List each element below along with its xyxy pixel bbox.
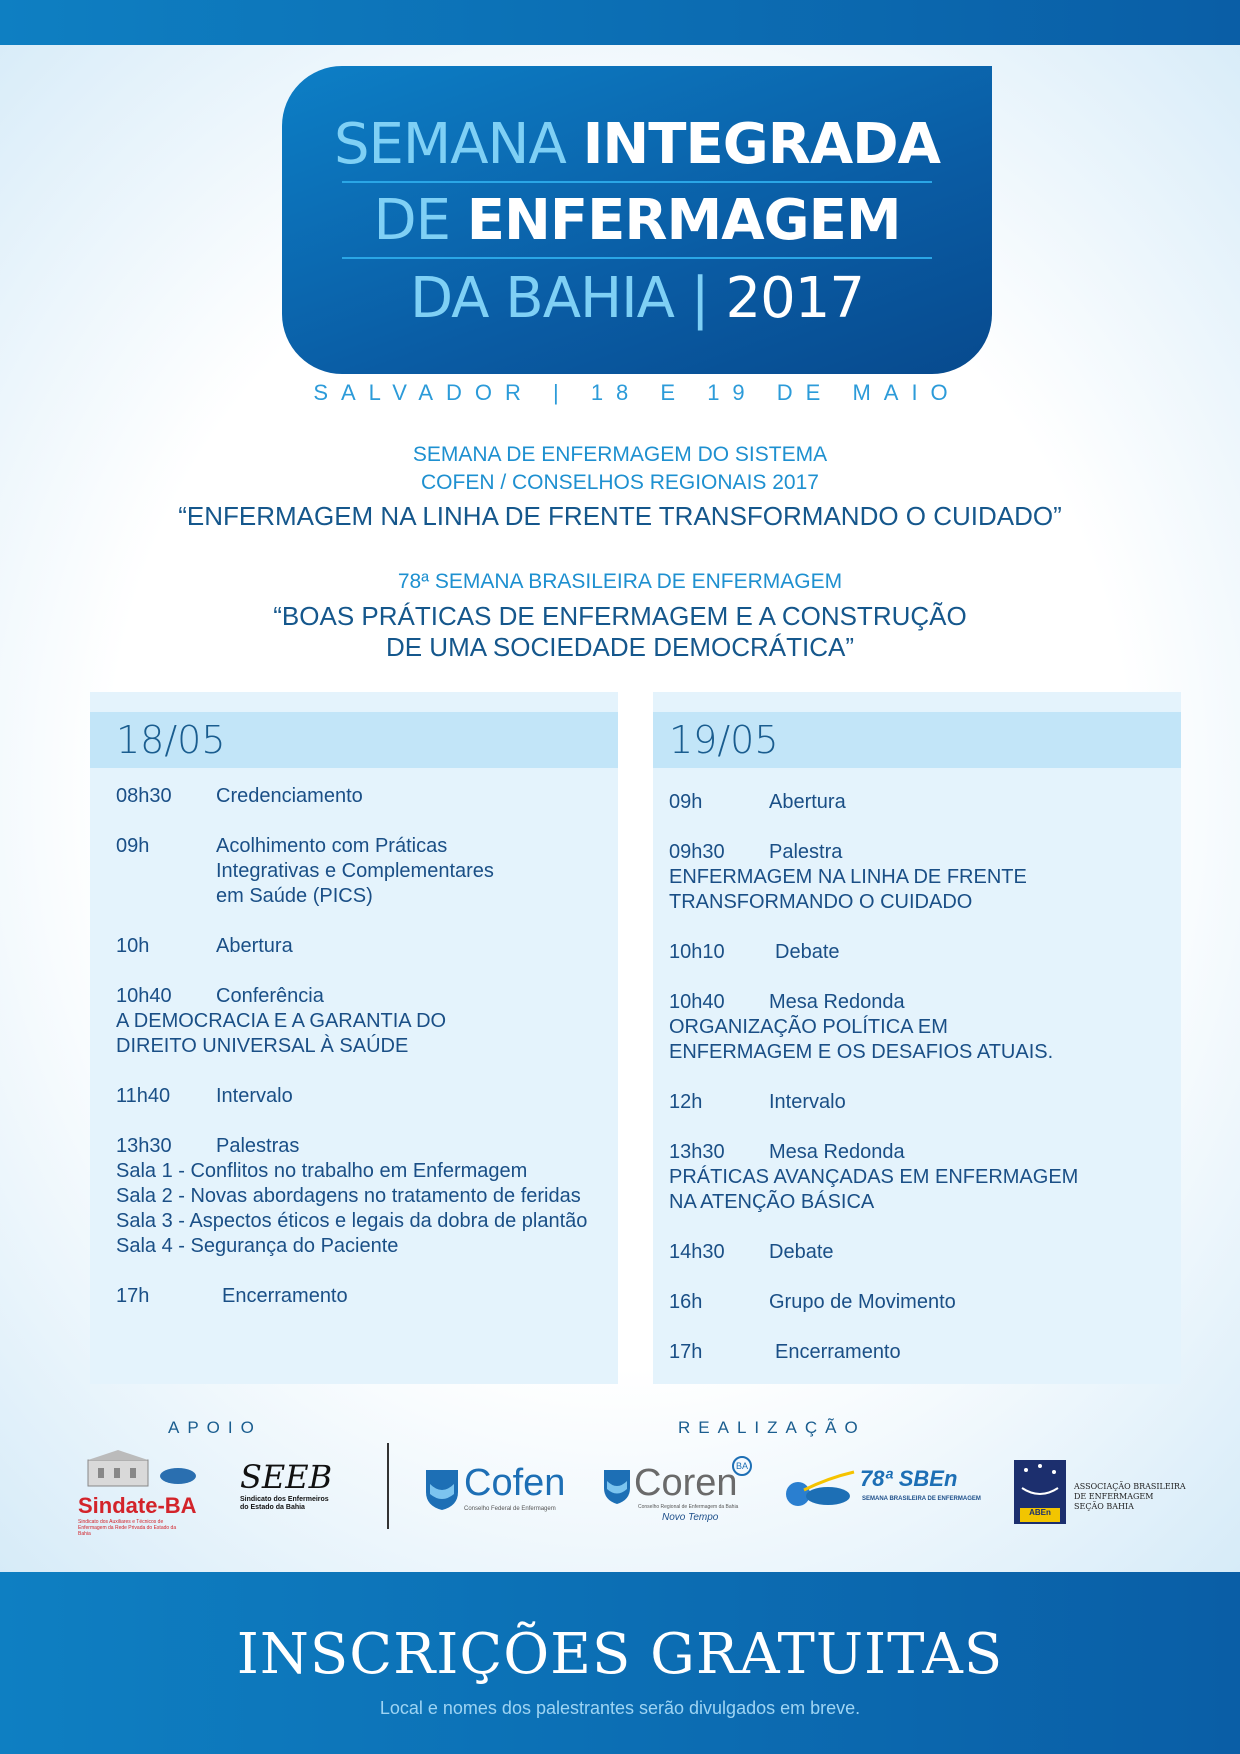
title-line-1: SEMANA INTEGRADA	[334, 112, 940, 177]
schedule-entry: 16h Grupo de Movimento	[669, 1291, 956, 1313]
schedule-entry: 10h10 Debate	[669, 941, 840, 963]
sben-logo: 78ª SBEn SEMANA BRASILEIRA DE ENFERMAGEM	[784, 1462, 969, 1514]
schedule-entry: 08h30 Credenciamento	[116, 785, 363, 807]
schedule-day-2	[653, 692, 1181, 1384]
aben-logo: ABEn ASSOCIAÇÃO BRASILEIRA DE ENFERMAGEM SEÇÃO BAHIA	[1014, 1460, 1184, 1526]
star-lamp-icon	[1014, 1460, 1066, 1506]
cofen-motto: “ENFERMAGEM NA LINHA DE FRENTE TRANSFORMANDO O CUIDADO”	[178, 501, 1062, 531]
day-date: 19/05	[669, 718, 779, 762]
day-date: 18/05	[116, 718, 226, 762]
footer-banner	[0, 1572, 1240, 1754]
schedule-entry: 10h Abertura	[116, 935, 293, 957]
seeb-logo: SEEB Sindicato dos Enfermeiros do Estado da Bahia	[240, 1458, 333, 1511]
title-rule	[342, 181, 932, 183]
aben-emblem: ABEn	[1014, 1460, 1066, 1524]
shield-icon	[424, 1468, 460, 1510]
day-header	[90, 712, 618, 768]
sindate-logo: Sindate-BA Sindicato dos Auxiliares e Técnicos de Enfermagem da Rede Privada do Estado da Bahia	[78, 1448, 208, 1528]
title-line-2: DE ENFERMAGEM	[373, 188, 901, 253]
lamp-icon	[784, 1468, 860, 1512]
schedule-entry: 14h30 Debate	[669, 1241, 834, 1263]
cofen-line-1: SEMANA DE ENFERMAGEM DO SISTEMA	[412, 443, 828, 466]
top-banner-bar	[0, 0, 1240, 45]
schedule-entry: 09h Acolhimento com Práticas Integrativas e Complementares em Saúde (PICS)	[116, 835, 494, 907]
cofen-logo: Cofen Conselho Federal de Enfermagem	[424, 1466, 564, 1516]
sponsor-divider	[387, 1443, 389, 1529]
coren-logo: Coren BA Conselho Regional de Enfermagem da Bahia Novo Tempo	[602, 1462, 757, 1526]
schedule-entry: 10h40 Mesa Redonda ORGANIZAÇÃO POLÍTICA EM ENFERMAGEM E OS DESAFIOS ATUAIS.	[669, 991, 1054, 1063]
shield-icon	[602, 1468, 632, 1506]
location-date: SALVADOR | 18 E 19 DE MAIO	[313, 380, 961, 405]
free-registration-title: INSCRIÇÕES GRATUITAS	[236, 1622, 1004, 1687]
schedule-day-1	[90, 692, 618, 1384]
schedule-entry: 11h40 Intervalo	[116, 1085, 293, 1107]
day-header	[653, 712, 1181, 768]
building-icon	[78, 1448, 208, 1488]
realizacao-label: REALIZAÇÃO	[678, 1418, 866, 1437]
sben-motto-line-1: “BOAS PRÁTICAS DE ENFERMAGEM E A CONSTRUÇÃO	[273, 601, 967, 631]
schedule-entry: 13h30 Mesa Redonda PRÁTICAS AVANÇADAS EM ENFERMAGEM NA ATENÇÃO BÁSICA	[669, 1141, 1079, 1213]
footer-note: Local e nomes dos palestrantes serão divulgados em breve.	[379, 1698, 861, 1718]
cofen-line-2: COFEN / CONSELHOS REGIONAIS 2017	[421, 471, 819, 494]
schedule-entry: 09h Abertura	[669, 791, 846, 813]
schedule-entry: 09h30 Palestra ENFERMAGEM NA LINHA DE FRENTE TRANSFORMANDO O CUIDADO	[669, 841, 1027, 913]
title-rule	[342, 257, 932, 259]
schedule-entry: 12h Intervalo	[669, 1091, 846, 1113]
title-line-3: DA BAHIA | 2017	[410, 266, 864, 331]
schedule-entry: 13h30 Palestras Sala 1 - Conflitos no trabalho em Enfermagem Sala 2 - Novas abordagens no tratamento de feridas Sala 3 - Aspectos éticos e legais da dobra de plantão Sala 4 - Segurança do Paciente	[116, 1135, 588, 1257]
apoio-label: APOIO	[168, 1418, 262, 1437]
schedule-entry: 17h Encerramento	[669, 1341, 901, 1363]
schedule-entry: 10h40 Conferência A DEMOCRACIA E A GARANTIA DO DIREITO UNIVERSAL À SAÚDE	[116, 985, 447, 1057]
sben-line: 78ª SEMANA BRASILEIRA DE ENFERMAGEM	[397, 570, 843, 593]
event-title-box	[282, 66, 992, 374]
schedule-entry: 17h Encerramento	[116, 1285, 348, 1307]
sben-motto-line-2: DE UMA SOCIEDADE DEMOCRÁTICA”	[385, 632, 855, 662]
